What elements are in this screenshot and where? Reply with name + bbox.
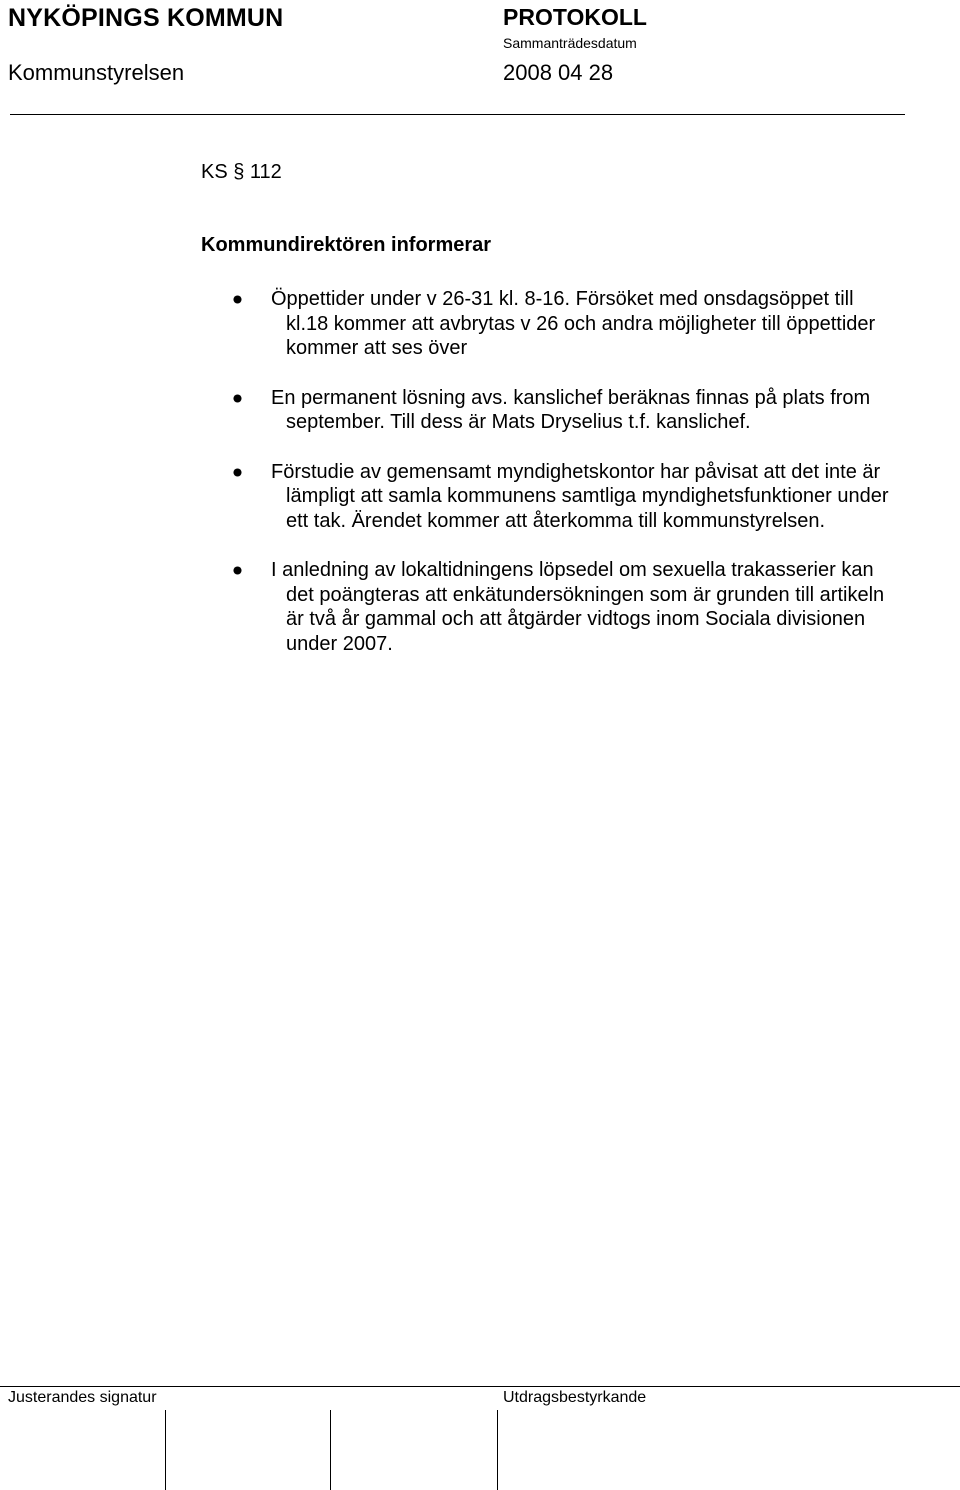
meeting-date-label: Sammanträdesdatum xyxy=(503,35,637,51)
bullet-icon xyxy=(233,295,242,304)
extract-certification-label: Utdragsbestyrkande xyxy=(503,1389,647,1406)
signature-box-divider xyxy=(165,1410,166,1490)
list-item-line: Förstudie av gemensamt myndighetskontor har påvisat att det inte är xyxy=(271,460,881,483)
list-item xyxy=(232,460,932,534)
list-item xyxy=(232,558,932,656)
list-item-line: det poängteras att enkätundersökningen som är grunden till artikeln xyxy=(286,583,885,606)
organization-name: NYKÖPINGS KOMMUN xyxy=(8,4,284,32)
list-item-line: under 2007. xyxy=(286,632,393,655)
list-item-line: ett tak. Ärendet kommer att återkomma till kommunstyrelsen. xyxy=(286,509,826,532)
list-item-line: En permanent lösning avs. kanslichef beräknas finnas på plats from xyxy=(271,386,871,409)
adjuster-signature-label: Justerandes signatur xyxy=(8,1389,157,1406)
section-number: KS § 112 xyxy=(201,161,282,183)
list-item xyxy=(232,386,932,435)
board-name: Kommunstyrelsen xyxy=(8,60,185,85)
bullet-icon xyxy=(233,566,242,575)
signature-box-divider xyxy=(330,1410,331,1490)
header-divider xyxy=(10,114,905,115)
list-item-line: är två år gammal och att åtgärder vidtogs inom Sociala divisionen xyxy=(286,608,866,630)
bullet-icon xyxy=(233,468,242,477)
footer-divider xyxy=(0,1386,960,1387)
list-item-line: kommer att ses över xyxy=(286,337,468,359)
section-title: Kommundirektören informerar xyxy=(201,234,492,256)
meeting-date: 2008 04 28 xyxy=(503,60,614,85)
signature-box-divider xyxy=(497,1410,498,1490)
list-item-line: I anledning av lokaltidningens löpsedel om sexuella trakasserier kan xyxy=(271,559,874,581)
bullet-list xyxy=(232,287,932,681)
bullet-icon xyxy=(233,394,242,403)
list-item-line: kl.18 kommer att avbrytas v 26 och andra möjligheter till öppettider xyxy=(286,312,876,335)
list-item-line: lämpligt att samla kommunens samtliga myndighetsfunktioner under xyxy=(286,485,889,507)
list-item-line: september. Till dess är Mats Dryselius t.f. kanslichef. xyxy=(286,411,751,433)
list-item xyxy=(232,287,932,361)
list-item-line: Öppettider under v 26-31 kl. 8-16. Försöket med onsdagsöppet till xyxy=(271,288,854,310)
document-type: PROTOKOLL xyxy=(503,4,647,30)
